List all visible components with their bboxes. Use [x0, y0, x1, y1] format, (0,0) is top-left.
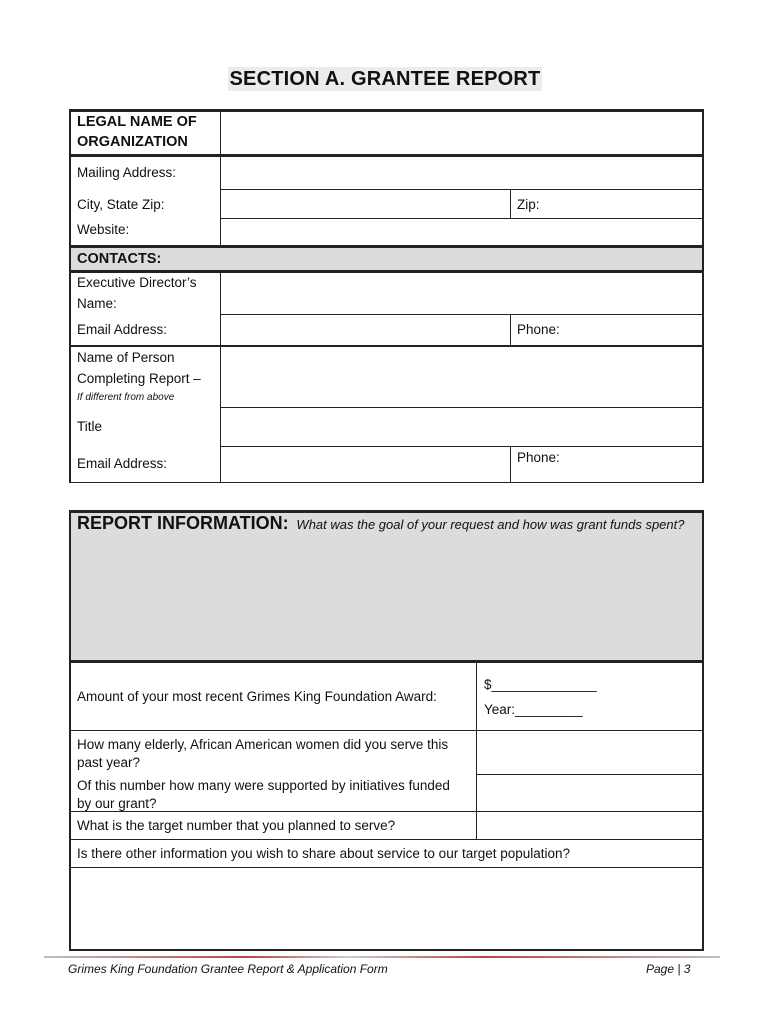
- city-state-field[interactable]: [222, 191, 508, 217]
- website-label: Website:: [77, 222, 130, 237]
- report-info-answer-field[interactable]: [72, 540, 700, 658]
- title-field[interactable]: [222, 409, 701, 445]
- q4-label: Is there other information you wish to share about service to our target population?: [77, 846, 571, 861]
- q1-answer-field[interactable]: [478, 732, 700, 773]
- mailing-address-field[interactable]: [222, 158, 701, 188]
- email-address-field[interactable]: [222, 316, 508, 344]
- award-amount-label: Amount of your most recent Grimes King Foundation Award:: [77, 689, 437, 704]
- email-address-2-label: Email Address:: [77, 456, 168, 471]
- footer-divider: [44, 956, 720, 958]
- city-state-zip-label: City, State Zip:: [77, 197, 165, 212]
- report-info-question: What was the goal of your request and how was grant funds spent?: [296, 517, 685, 532]
- q3-label: What is the target number that you planned to serve?: [77, 818, 396, 833]
- q1-label-line2: past year?: [77, 755, 141, 770]
- legal-name-label-line2: ORGANIZATION: [77, 134, 188, 150]
- mailing-address-label: Mailing Address:: [77, 165, 177, 180]
- exec-director-label-line2: Name:: [77, 296, 117, 311]
- q3-answer-field[interactable]: [478, 813, 700, 838]
- person-completing-field[interactable]: [222, 348, 701, 406]
- report-info-title: [77, 513, 685, 535]
- q2-answer-field[interactable]: [478, 776, 700, 810]
- award-amount-blank[interactable]: $______________: [484, 677, 597, 692]
- contacts-header-shade: [70, 247, 703, 271]
- q2-label-line1: Of this number how many were supported by initiatives funded: [77, 778, 450, 793]
- phone-2-field[interactable]: [565, 448, 700, 481]
- zip-field[interactable]: [550, 191, 700, 217]
- phone-2-label: Phone:: [517, 450, 560, 465]
- q4-answer-field[interactable]: [72, 869, 700, 948]
- phone-label: Phone:: [517, 322, 560, 337]
- award-year-blank[interactable]: Year:_________: [484, 702, 583, 717]
- q2-label-line2: by our grant?: [77, 796, 157, 811]
- q1-label-line1: How many elderly, African American women did you serve this: [77, 737, 449, 752]
- contacts-heading: CONTACTS:: [77, 251, 162, 267]
- email-address-label: Email Address:: [77, 322, 168, 337]
- title-label: Title: [77, 419, 103, 434]
- page-number: Page | 3: [646, 962, 691, 976]
- person-completing-label-line2: Completing Report –: [77, 371, 201, 386]
- legal-name-field[interactable]: [222, 113, 701, 153]
- phone-field[interactable]: [565, 316, 700, 344]
- footer-document-title: Grimes King Foundation Grantee Report & Application Form: [68, 962, 388, 976]
- exec-director-field[interactable]: [222, 274, 701, 313]
- report-info-heading: REPORT INFORMATION:: [77, 513, 289, 533]
- person-completing-note: If different from above: [77, 392, 175, 403]
- website-field[interactable]: [222, 220, 701, 244]
- zip-label: Zip:: [517, 197, 540, 212]
- page-title: SECTION A. GRANTEE REPORT: [229, 68, 541, 90]
- email-address-2-field[interactable]: [222, 448, 508, 481]
- legal-name-label-line1: LEGAL NAME OF: [77, 114, 197, 130]
- person-completing-label-line1: Name of Person: [77, 350, 175, 365]
- exec-director-label-line1: Executive Director’s: [77, 275, 197, 290]
